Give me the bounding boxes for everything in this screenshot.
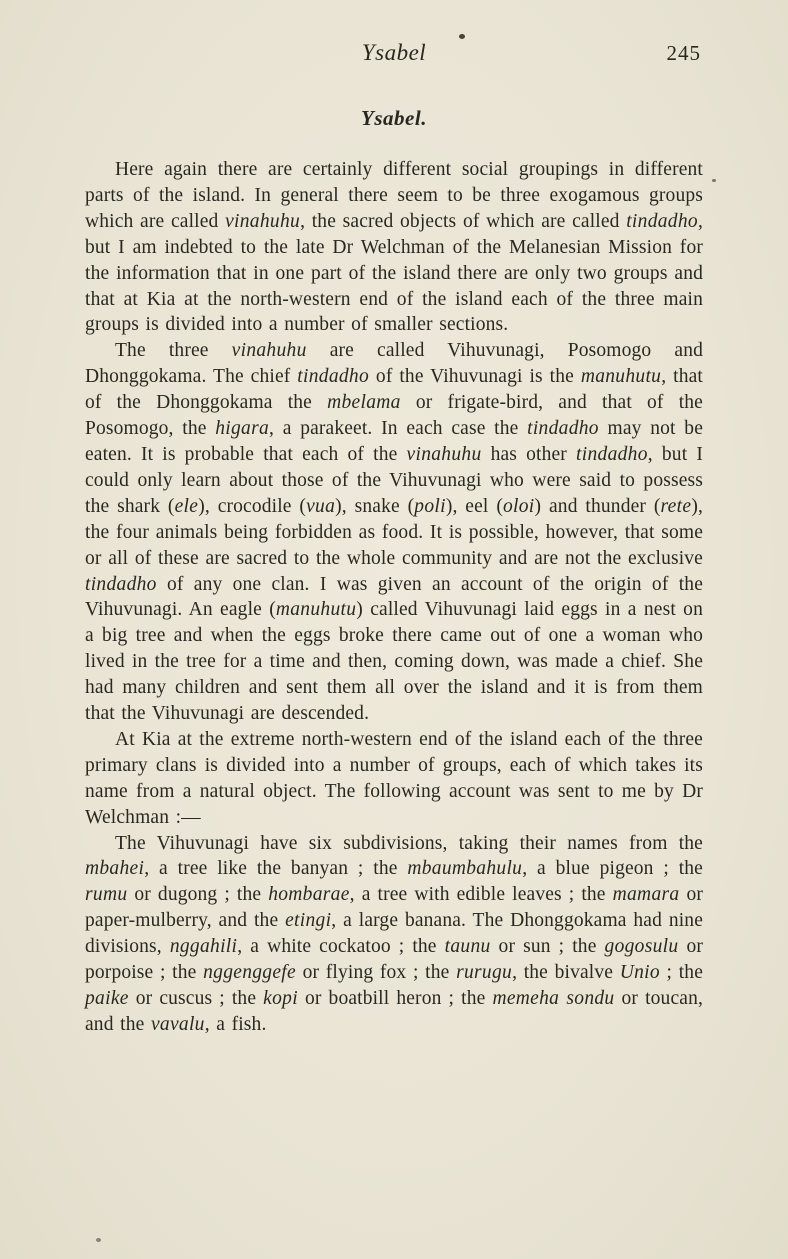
- italic-term: Unio: [619, 962, 660, 984]
- text-column: [85, 40, 703, 1038]
- text-run: , the bivalve: [512, 962, 620, 984]
- italic-term: poli: [414, 495, 446, 517]
- italic-term: tindadho: [576, 443, 648, 465]
- text-run: ) called Vihuvunagi laid eggs in a nest on a big tree and when the eggs broke there came out of one a woman who lived in the tree for a time and then, coming down, was made a chief. She had many children and sent them all over the island and it is from them that the Vihuvunagi are descended.: [85, 599, 703, 725]
- italic-term: rete: [660, 495, 692, 517]
- italic-term: tindadho: [626, 210, 698, 232]
- page-number: 245: [666, 41, 701, 65]
- text-run: ), snake (: [335, 495, 415, 517]
- italic-term: tindadho: [527, 418, 599, 440]
- text-run: The Vihuvunagi have six subdivisions, taking their names from the: [115, 832, 703, 854]
- italic-term: hombarae: [268, 884, 350, 906]
- text-run: are called Vihuvunagi, Posomogo and Dhonggokama. The chief: [85, 340, 703, 388]
- text-run: or porpoise ; the: [85, 936, 703, 984]
- scan-speck: [459, 34, 465, 39]
- text-run: , the sacred objects of which are called: [300, 210, 627, 232]
- text-run: or frigate-bird, and that of the Posomogo, the: [85, 392, 703, 440]
- text-run: At Kia at the extreme north-western end of the island each of the three primary clans is divided into a number of groups, each of which takes its name from a natural object. The following account was sent to me by Dr Welchman :—: [85, 728, 703, 828]
- italic-term: vinahuhu: [406, 443, 482, 465]
- text-run: Here again there are certainly different social groupings in different parts of the island. In general there seem to be three exogamous groups which are called: [85, 159, 703, 232]
- text-run: , a large banana. The Dhonggokama had nine divisions,: [85, 910, 703, 958]
- text-run: The three: [115, 340, 232, 362]
- italic-term: vinahuhu: [231, 340, 307, 362]
- text-run: of any one clan. I was given an account of the origin of the Vihuvunagi. An eagle (: [85, 573, 703, 621]
- text-run: , a tree with edible leaves ; the: [349, 884, 613, 906]
- text-run: or cuscus ; the: [128, 988, 264, 1009]
- text-run: ; the: [659, 962, 704, 984]
- paragraph: [85, 157, 703, 338]
- scan-speck: [96, 1238, 101, 1242]
- italic-term: ele: [174, 495, 199, 517]
- italic-term: rurugu: [456, 962, 513, 984]
- text-run: or flying fox ; the: [295, 962, 457, 984]
- text-run: or sun ; the: [490, 936, 605, 958]
- text-run: or boatbill heron ; the: [297, 988, 493, 1009]
- text-run: , but I am indebted to the late Dr Welchman of the Melanesian Mission for the information that in one part of the island there are only two groups and that at Kia at the north-western end of the island each of the three main groups is divided into a number of smaller sections.: [85, 210, 703, 336]
- text-run: or dugong ; the: [127, 884, 269, 906]
- text-run: of the Vihuvunagi is the: [369, 366, 581, 388]
- text-run: , a parakeet. In each case the: [269, 418, 528, 440]
- section-title: Ysabel.: [361, 106, 427, 130]
- italic-term: gogosulu: [604, 936, 679, 958]
- italic-term: rumu: [85, 884, 128, 906]
- page-header: [85, 40, 703, 70]
- italic-term: mbaumbahulu: [407, 858, 523, 880]
- text-run: , a fish.: [204, 1013, 267, 1035]
- text-run: ), crocodile (: [198, 495, 307, 517]
- italic-term: mamara: [612, 884, 680, 906]
- italic-term: higara: [215, 418, 270, 440]
- italic-term: tindadho: [85, 573, 157, 595]
- italic-term: etingi: [285, 910, 332, 932]
- italic-term: mbelama: [327, 392, 401, 414]
- text-run: , a tree like the banyan ; the: [144, 858, 408, 880]
- text-run: , a white cockatoo ; the: [237, 936, 445, 958]
- text-run: ), the four animals being forbidden as food. It is possible, however, that some or all of these are sacred to the whole community and are not the exclusive: [85, 495, 703, 569]
- page-body: [85, 157, 703, 1038]
- running-title: Ysabel: [361, 40, 427, 65]
- italic-term: nggahili: [169, 936, 238, 958]
- italic-term: oloi: [502, 495, 535, 517]
- italic-term: nggenggefe: [203, 962, 296, 984]
- text-run: , but I could only learn about those of the Vihuvunagi who were said to possess the shark (: [85, 443, 703, 517]
- italic-term: vinahuhu: [225, 210, 301, 232]
- text-run: may not be eaten. It is probable that each of the: [85, 418, 703, 465]
- italic-term: manuhutu: [275, 599, 357, 621]
- text-run: has other: [481, 443, 577, 465]
- text-run: or paper-mulberry, and the: [85, 884, 703, 932]
- italic-term: taunu: [444, 936, 491, 958]
- text-run: , a blue pigeon ; the: [522, 858, 703, 880]
- paragraph: [85, 338, 703, 727]
- italic-term: mbahei: [85, 858, 145, 880]
- text-run: , that of the Dhonggokama the: [85, 366, 703, 414]
- scan-speck: [712, 179, 716, 182]
- italic-term: vavalu: [150, 1013, 205, 1035]
- italic-term: manuhutu: [580, 366, 662, 388]
- italic-term: paike: [85, 988, 129, 1009]
- text-run: ), eel (: [445, 495, 503, 517]
- paragraph: [85, 727, 703, 831]
- italic-term: memeha sondu: [492, 988, 615, 1009]
- text-run: or toucan, and the: [85, 988, 703, 1035]
- italic-term: vua: [306, 495, 336, 517]
- text-run: ) and thunder (: [534, 495, 661, 517]
- italic-term: kopi: [263, 988, 298, 1009]
- paragraph: [85, 831, 703, 1038]
- italic-term: tindadho: [297, 366, 370, 388]
